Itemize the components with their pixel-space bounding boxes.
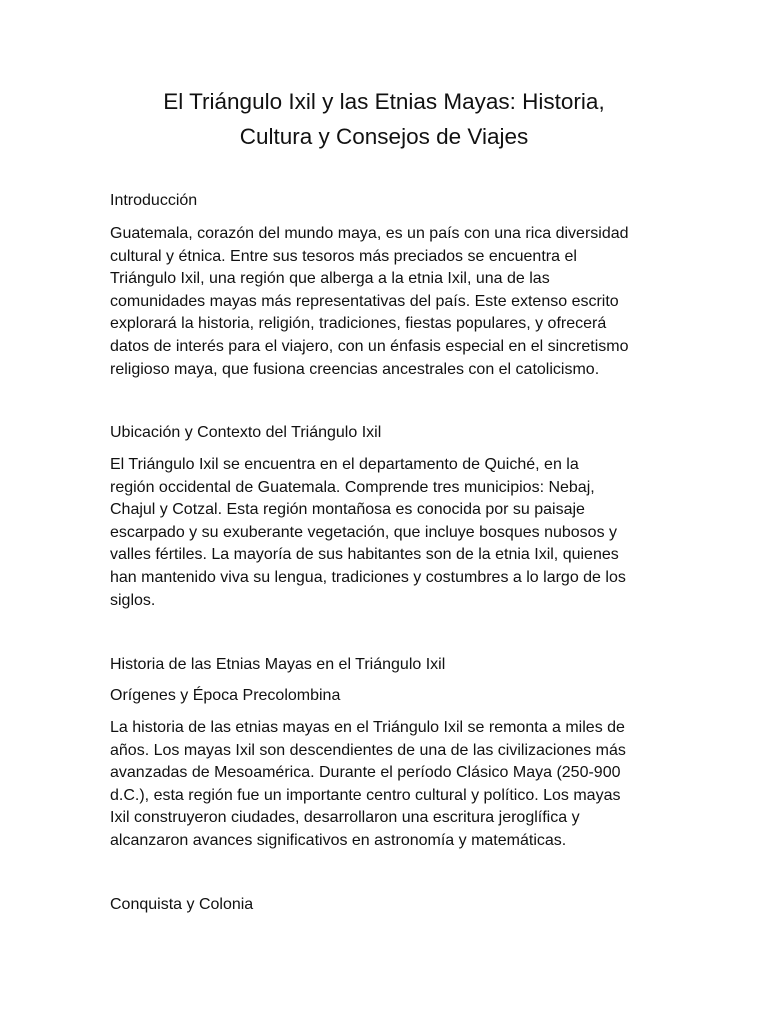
paragraph-line: avanzadas de Mesoamérica. Durante el período Clásico Maya (250-900 [110,764,621,782]
paragraph-line: región occidental de Guatemala. Comprende tres municipios: Nebaj, [110,478,595,496]
paragraph-line: d.C.), esta región fue un importante centro cultural y político. Los mayas [110,786,621,804]
paragraph-line: años. Los mayas Ixil son descendientes de una de las civilizaciones más [110,741,626,759]
section-paragraph-introduccion [110,223,670,381]
subsection-heading-origenes: Orígenes y Época Precolombina [110,687,341,704]
section-heading-ubicacion: Ubicación y Contexto del Triángulo Ixil [110,424,382,441]
paragraph-line: religioso maya, que fusiona creencias ancestrales con el catolicismo. [110,360,600,378]
paragraph-line: comunidades mayas más representativas del país. Este extenso escrito [110,292,619,310]
paragraph-line: alcanzaron avances significativos en astronomía y matemáticas. [110,831,567,849]
document-title [100,84,668,154]
section-heading-historia: Historia de las Etnias Mayas en el Triángulo Ixil [110,656,446,673]
paragraph-line: cultural y étnica. Entre sus tesoros más preciados se encuentra el [110,247,577,265]
paragraph-line: datos de interés para el viajero, con un énfasis especial en el sincretismo [110,337,629,355]
title-line: Cultura y Consejos de Viajes [239,124,529,149]
paragraph-line: La historia de las etnias mayas en el Triángulo Ixil se remonta a miles de [110,719,625,736]
paragraph-line: Guatemala, corazón del mundo maya, es un país con una rica diversidad [110,225,629,242]
paragraph-line: valles fértiles. La mayoría de sus habitantes son de la etnia Ixil, quienes [110,546,619,564]
paragraph-line: Ixil construyeron ciudades, desarrollaron una escritura jeroglífica y [110,809,580,827]
section-heading-introduccion: Introducción [110,192,198,209]
section-heading-conquista: Conquista y Colonia [110,896,254,913]
section-paragraph-ubicacion [110,454,670,612]
paragraph-line: Chajul y Cotzal. Esta región montañosa es conocida por su paisaje [110,501,585,519]
paragraph-line: El Triángulo Ixil se encuentra en el departamento de Quiché, en la [110,456,579,473]
paragraph-line: siglos. [110,591,156,609]
section-paragraph-origenes [110,717,670,853]
paragraph-line: Triángulo Ixil, una región que alberga a la etnia Ixil, una de las [110,270,550,288]
paragraph-line: explorará la historia, religión, tradiciones, fiestas populares, y ofrecerá [110,315,607,333]
title-line: El Triángulo Ixil y las Etnias Mayas: Historia, [163,89,605,114]
paragraph-line: escarpado y su exuberante vegetación, que incluye bosques nubosos y [110,523,618,541]
paragraph-line: han mantenido viva su lengua, tradiciones y costumbres a lo largo de los [110,568,626,586]
